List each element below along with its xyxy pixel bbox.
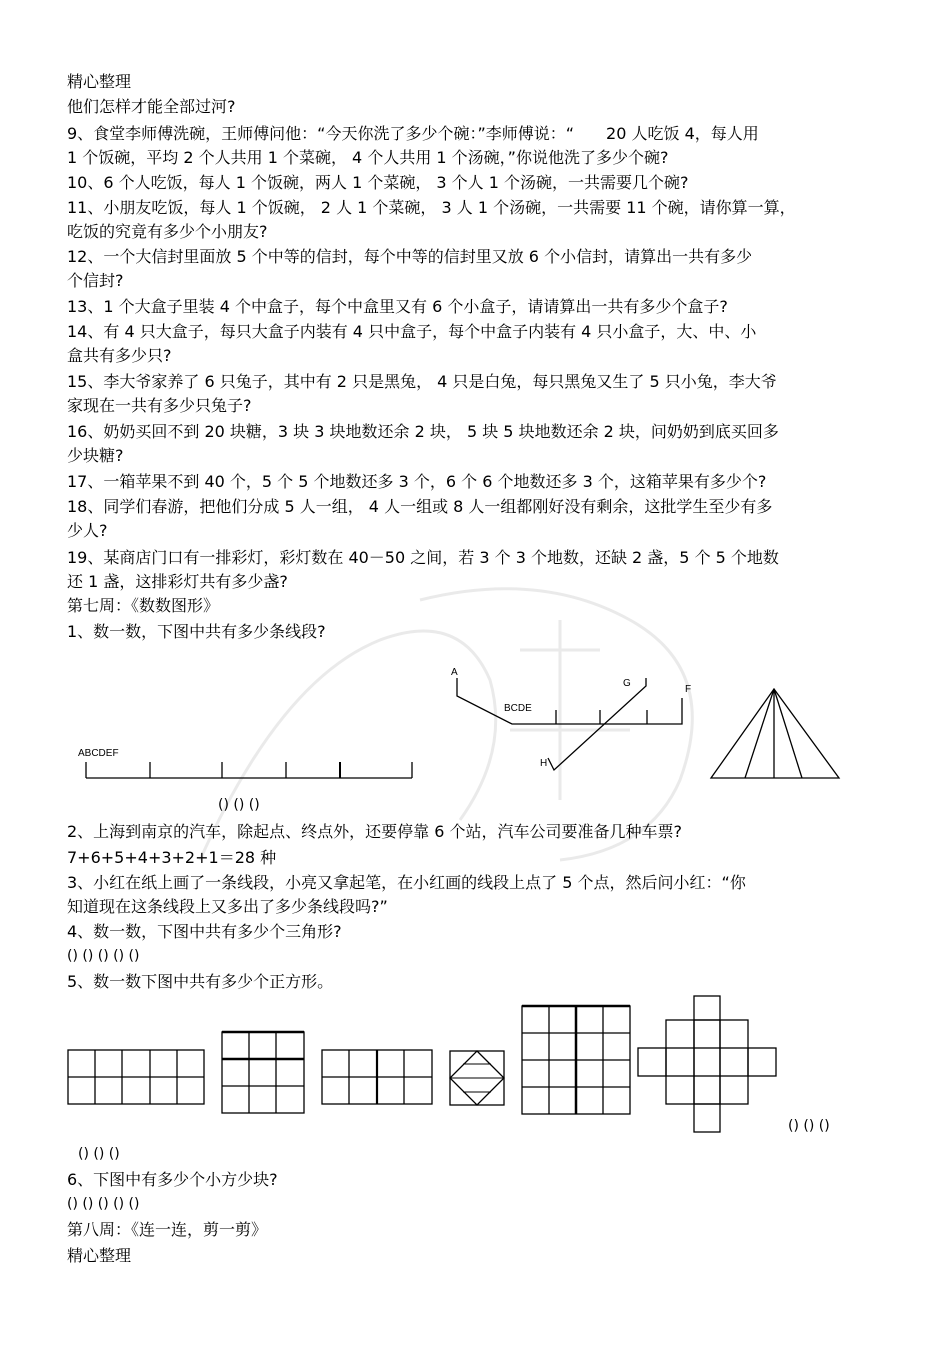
text-line: 知道现在这条线段上又多出了多少条线段吗?” [67,897,388,916]
text-line: 9、食堂李师傅洗碗，王师傅问他：“今天你洗了多少个碗：”李师傅说：“ 20 人吃饭 4，每人用 [67,124,759,143]
text-line: 13、1 个大盒子里装 4 个中盒子，每个中盒里又有 6 个小盒子，请请算出一共有多少个盒子? [67,297,728,316]
diamond-square-figure [448,1049,506,1107]
text-line: 6、下图中有多少个小方少块? [67,1170,278,1189]
zigzag-label-g: G [623,678,631,689]
text-line: 15、李大爷家养了 6 只兔子，其中有 2 只是黑兔， 4 只是白兔，每只黑兔又生了 5 只小兔，李大爷 [67,372,777,391]
section-title-week7: 第七周：《数数图形》 [67,596,220,615]
text-line: 2、上海到南京的汽车，除起点、终点外，还要停靠 6 个站，汽车公司要准备几种车票? [67,822,683,841]
zigzag-label-a: A [451,667,458,678]
text-line: 7+6+5+4+3+2+1＝28 种 [67,848,277,867]
zigzag-figure [440,660,710,780]
text-line: 3、小红在纸上画了一条线段，小亮又拿起笔，在小红画的线段上点了 5 个点，然后问小红：“你 [67,873,746,892]
answer-blanks-q6: () () () () () [67,1196,140,1212]
cross-grid-figure [636,994,778,1134]
text-line: 盒共有多少只? [67,346,172,365]
text-line: 14、有 4 只大盒子，每只大盒子内装有 4 只中盒子，每个中盒子内装有 4 只小盒子，大、中、小 [67,322,757,341]
text-line: 1 个饭碗，平均 2 个人共用 1 个菜碗， 4 个人共用 1 个汤碗，”你说他洗了多少个碗? [67,148,669,167]
grid-figure-2x5 [66,1048,208,1108]
zigzag-label-bcde: BCDE [504,703,532,714]
text-line: 12、一个大信封里面放 5 个中等的信封，每个中等的信封里又放 6 个小信封，请算出一共有多少 [67,247,753,266]
text-line: 1、数一数，下图中共有多少条线段? [67,622,326,641]
text-line: 个信封? [67,271,124,290]
grid-figure-2x4 [320,1048,436,1108]
text-line: 11、小朋友吃饭，每人 1 个饭碗， 2 人 1 个菜碗， 3 人 1 个汤碗，一共需要 11 个碗，请你算一算， [67,198,796,217]
text-line: 少块糖? [67,446,124,465]
grid-figure-3x3 [220,1030,308,1116]
triangle-fan-figure [708,686,842,782]
text-line: 17、一箱苹果不到 40 个，5 个 5 个地数还多 3 个，6 个 6 个地数还多 3 个，这箱苹果有多少个? [67,472,767,491]
text-line: 18、同学们春游，把他们分成 5 人一组， 4 人一组或 8 人一组都刚好没有剩余，这批学生至少有多 [67,497,773,516]
page-header: 精心整理 [67,72,132,91]
text-line: 还 1 盏，这排彩灯共有多少盏? [67,572,288,591]
text-line: 少人? [67,521,108,540]
page-footer: 精心整理 [67,1246,132,1265]
text-line: 19、某商店门口有一排彩灯，彩灯数在 40－50 之间，若 3 个 3 个地数，还缺 2 盏，5 个 5 个地数 [67,548,779,567]
section-title-week8: 第八周：《连一连，剪一剪》 [67,1220,268,1239]
text-line: 4、数一数，下图中共有多少个三角形? [67,922,342,941]
segment-line-label: ABCDEF [78,748,119,759]
answer-blanks-q5-left: () () () [78,1146,120,1162]
text-line: 吃饭的究竟有多少个小朋友? [67,222,268,241]
grid-figure-4x4 [520,1004,634,1116]
segment-line-figure [70,740,420,785]
text-line: 10、6 个人吃饭，每人 1 个饭碗，两人 1 个菜碗， 3 个人 1 个汤碗，一共需要几个碗? [67,173,689,192]
text-line: 5、数一数下图中共有多少个正方形。 [67,972,334,991]
text-line: 家现在一共有多少只兔子? [67,396,252,415]
zigzag-label-h: H [540,758,548,769]
text-line: 他们怎样才能全部过河? [67,97,236,116]
answer-blanks-q5-right: () () () [788,1118,830,1134]
answer-blanks-q4: () () () () () [67,948,140,964]
answer-blanks-q1: () () () [218,797,260,813]
text-line: 16、奶奶买回不到 20 块糖，3 块 3 块地数还余 2 块， 5 块 5 块地数还余 2 块，问奶奶到底买回多 [67,422,779,441]
zigzag-label-f: F [685,684,692,695]
